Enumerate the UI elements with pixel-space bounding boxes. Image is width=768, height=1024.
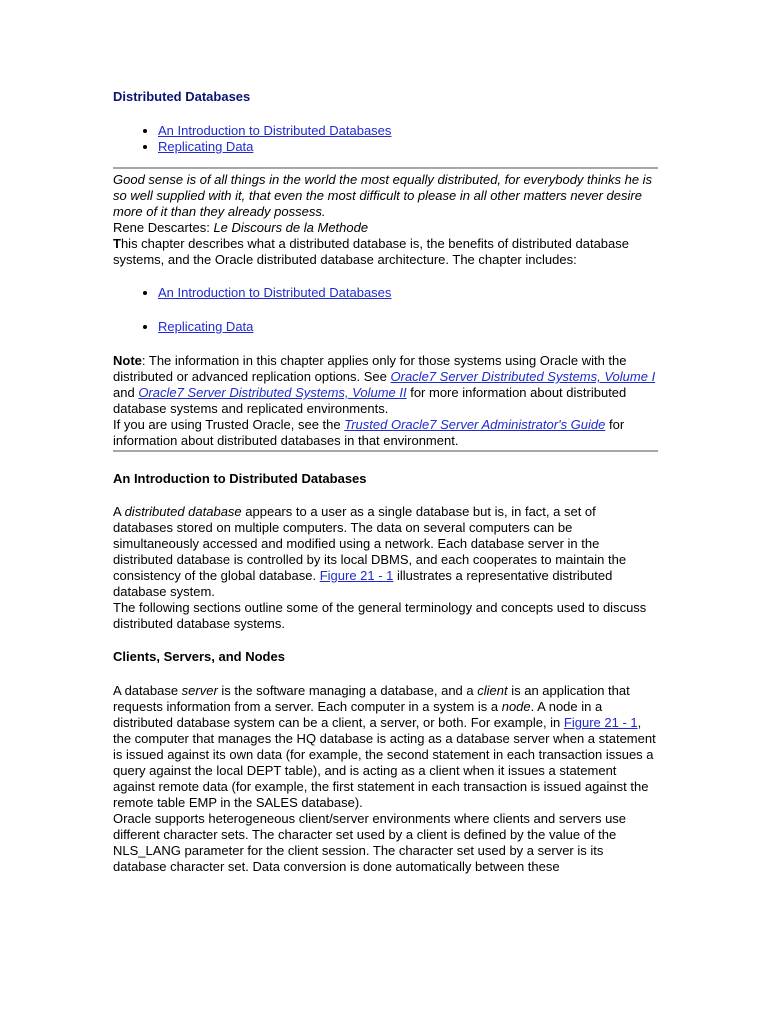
toc-link-introduction[interactable]: An Introduction to Distributed Databases [158, 123, 392, 138]
section2-paragraph2: Oracle supports heterogeneous client/server environments where clients and servers use different character sets. The character set used by a client is defined by the value of the NLS_LANG parameter for the client session. The character set used by a server is its database character set. Data conversion is done automatically between these [113, 811, 627, 874]
section-heading-introduction: An Introduction to Distributed Databases [113, 471, 367, 486]
chapter-contents-list [113, 285, 658, 335]
toc-link-replicating-data[interactable]: Replicating Data [158, 139, 254, 154]
list-item [158, 285, 658, 301]
trusted-oracle-paragraph: If you are using Trusted Oracle, see the Trusted Oracle7 Server Administrator's Guide for information about distributed databases in that environment. [113, 417, 625, 448]
link-trusted-oracle-guide[interactable]: Trusted Oracle7 Server Administrator's Guide [344, 417, 606, 432]
section1-paragraph2: The following sections outline some of the general terminology and concepts used to discuss distributed database systems. [113, 600, 647, 631]
section2-paragraph1: A database server is the software managing a database, and a client is an application that requests information from a server. Each computer in a system is a node. A node in a distributed database system can be a client, a server, or both. For example, in Figure 21 - 1, the computer that manages the HQ database is acting as a database server when a statement is issued against its own data (for example, the second statement in each transaction issues a query against the local DEPT table), and is acting as a client when it issues a statement against remote data (for example, the first statement in each transaction is issued against the remote table EMP in the SALES database). [113, 683, 656, 810]
section1-paragraph1: A distributed database appears to a user as a single database but is, in fact, a set of databases stored on multiple computers. The data on several computers can be simultaneously accessed and modified using a network. Each database server in the distributed database is controlled by its local DBMS, and each cooperates to maintain the consistency of the global database. Figure 21 - 1 illustrates a representative distributed database system. [113, 504, 627, 599]
epigraph-quote: Good sense is of all things in the world the most equally distributed, for everybody thinks he is so well supplied with it, that even the most difficult to please in all other matters never desire more of it than they already possess. [113, 172, 653, 219]
table-of-contents [113, 123, 658, 155]
list-item [158, 319, 658, 335]
section-heading-clients-servers-nodes: Clients, Servers, and Nodes [113, 649, 285, 664]
note-paragraph: Note: The information in this chapter applies only for those systems using Oracle with the distributed or advanced replication options. See Oracle7 Server Distributed Systems, Volume I and Oracle7 Server Distributed Systems, Volume II for more information about distributed database systems and replicated environments. [113, 353, 656, 416]
epigraph-attribution: Rene Descartes: Le Discours de la Methode [113, 220, 369, 235]
link-figure-21-1[interactable]: Figure 21 - 1 [319, 568, 394, 583]
chapter-link-replicating-data[interactable]: Replicating Data [158, 319, 254, 334]
chapter-link-introduction[interactable]: An Introduction to Distributed Databases [158, 285, 392, 300]
chapter-intro: This chapter describes what a distributed database is, the benefits of distributed database systems, and the Oracle distributed database architecture. The chapter includes: [113, 236, 629, 267]
toc-item [158, 139, 658, 155]
document-content [113, 88, 658, 875]
page-title: Distributed Databases [113, 89, 251, 104]
link-figure-21-1-second[interactable]: Figure 21 - 1 [563, 715, 638, 730]
link-distributed-systems-vol2[interactable]: Oracle7 Server Distributed Systems, Volume II [138, 385, 407, 400]
toc-item [158, 123, 658, 139]
link-distributed-systems-vol1[interactable]: Oracle7 Server Distributed Systems, Volume I [390, 369, 656, 384]
